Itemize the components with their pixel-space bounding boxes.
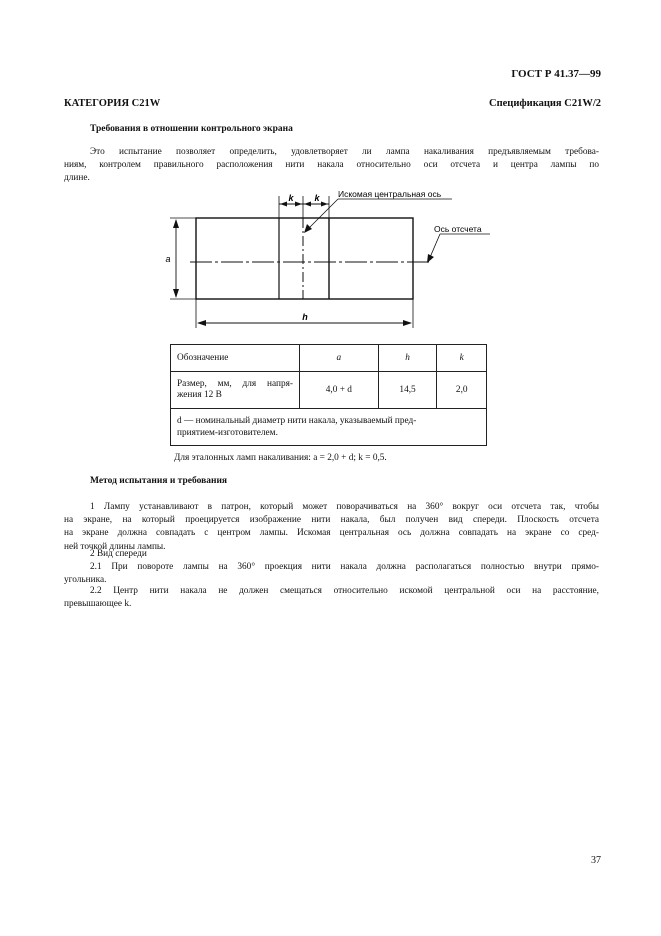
- table-row: [171, 372, 487, 409]
- table-footnote: [171, 409, 487, 446]
- standard-number: ГОСТ Р 41.37—99: [511, 68, 601, 80]
- lamp-screen-diagram: [0, 0, 661, 345]
- p1-line-3: на экране должна совпадать с центром лампы. Искомая центральная ось должна совпадать на экране со сред-: [64, 528, 599, 539]
- dimension-k2-arrow-left: [304, 202, 311, 207]
- category-title: КАТЕГОРИЯ C21W: [64, 98, 161, 109]
- method-paragraph-2: [64, 548, 599, 561]
- leader-sought-axis-arrow: [304, 224, 312, 233]
- p1-line-1: 1 Лампу устанавливают в патрон, который может поворачиваться на 360° вокруг оси отсчета так, чтобы: [90, 502, 599, 512]
- p21-line-2: угольника.: [64, 575, 107, 586]
- dimension-k1-arrow-right: [295, 202, 302, 207]
- p1-line-4: ней точкой длины лампы.: [64, 541, 166, 552]
- dimension-h-label: h: [302, 312, 308, 322]
- value-a: 4,0 + d: [300, 372, 379, 409]
- header-k: k: [437, 345, 487, 372]
- p21-line-1: 2.1 При повороте лампы на 360° проекция нити накала должна располагаться полностью внутри прямо-: [90, 562, 599, 572]
- p1-line-2: на экране, на который проецируется изображение нити накала, был получен вид спереди. Плоскость отсчета: [64, 515, 599, 526]
- dimension-k2-label: k: [314, 193, 320, 203]
- sought-axis-label: Искомая центральная ось: [338, 189, 442, 199]
- intro-line-2: ниям, контролем правильного расположения нити накала относительно оси отсчета и центра лампы по: [64, 160, 599, 171]
- row-size-label-line-2: жения 12 В: [177, 390, 222, 400]
- p22-line-1: 2.2 Центр нити накала не должен смещаться относительно искомой центральной оси на расстояние,: [90, 586, 599, 596]
- dimension-h-arrow-right: [403, 320, 412, 326]
- dimension-k1-arrow-left: [280, 202, 287, 207]
- intro-line-3: длине.: [64, 173, 90, 184]
- method-paragraph-2-2: [64, 585, 599, 611]
- intro-line-1: Это испытание позволяет определить, удовлетворяет ли лампа накаливания предъявляемым требова-: [90, 147, 599, 157]
- table-footnote-line-2: приятием-изготовителем.: [177, 428, 278, 438]
- dimension-k2-arrow-right: [321, 202, 328, 207]
- row-size-label: [171, 372, 300, 409]
- p2-line-1: 2 Вид спереди: [90, 549, 147, 559]
- reference-lamp-note: Для эталонных ламп накаливания: a = 2,0 + d; k = 0,5.: [174, 453, 387, 463]
- section-title-method: Метод испытания и требования: [90, 476, 228, 486]
- header-a: a: [300, 345, 379, 372]
- leader-reference-axis-arrow: [427, 254, 434, 263]
- dimension-k1-label: k: [288, 193, 294, 203]
- section-title-screen: Требования в отношении контрольного экрана: [90, 124, 293, 134]
- dimensions-table: [170, 344, 487, 446]
- row-size-label-line-1: Размер, мм, для напря-: [177, 379, 293, 389]
- dimension-a-label: a: [165, 254, 171, 264]
- value-k: 2,0: [437, 372, 487, 409]
- page-number: 37: [591, 855, 601, 866]
- dimension-a-arrow-top: [173, 219, 179, 228]
- p22-line-2: превышающее k.: [64, 599, 132, 610]
- table-footnote-row: [171, 409, 487, 446]
- method-paragraph-1: [64, 501, 599, 554]
- dimension-a-arrow-bottom: [173, 289, 179, 298]
- header-designation: Обозначение: [171, 345, 300, 372]
- method-paragraph-2-1: [64, 561, 599, 587]
- table-header-row: [171, 345, 487, 372]
- dimension-h-arrow-left: [197, 320, 206, 326]
- reference-axis-label: Ось отсчета: [434, 224, 482, 234]
- specification-title: Спецификация C21W/2: [488, 98, 601, 109]
- table-footnote-line-1: d — номинальный диаметр нити накала, указываемый пред-: [177, 416, 417, 426]
- header-h: h: [378, 345, 437, 372]
- value-h: 14,5: [378, 372, 437, 409]
- screen-rectangle: [196, 218, 413, 299]
